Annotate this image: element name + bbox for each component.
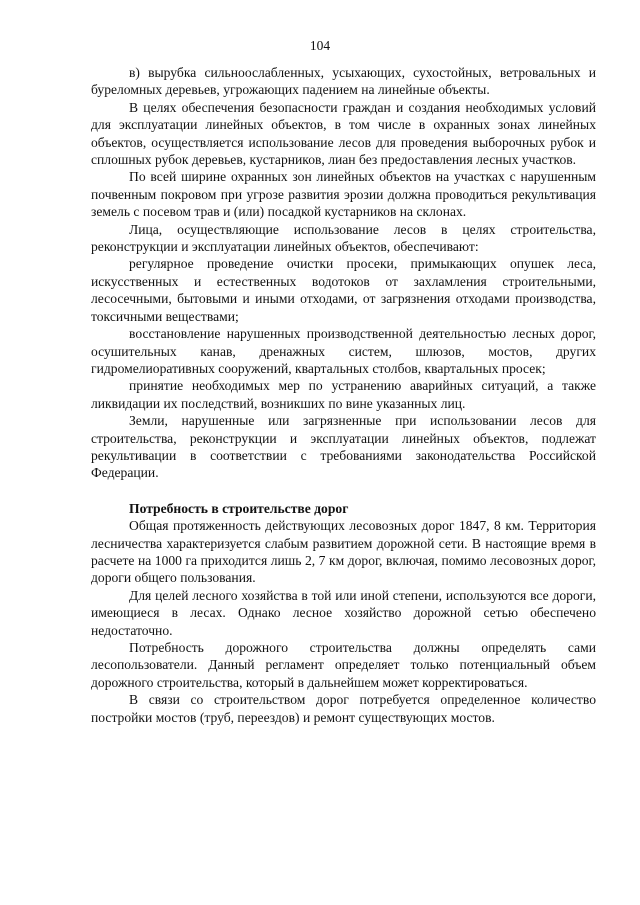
paragraph-land-recultivation: Земли, нарушенные или загрязненные при использовании лесов для строительства, реконструкции и эксплуатации линейных объектов, подлежат рекультивации в соответствии с требованиями законодательства Российской Федерации. [91, 413, 596, 481]
paragraph-recultivation: По всей ширине охранных зон линейных объектов на участках с нарушенным почвенным покровом при угрозе развития эрозии должна проводиться рекультивация земель с посевом трав и (или) посадкой кустарников на склонах. [91, 169, 596, 220]
paragraph-obligation-restoration: восстановление нарушенных производственной деятельностью лесных дорог, осушительных канав, дренажных систем, шлюзов, мостов, других гидромелиоративных сооружений, квартальных столбов, квартальных просек; [91, 326, 596, 376]
document-body [91, 64, 596, 726]
page-number: 104 [309, 38, 331, 53]
paragraph-road-usage: Для целей лесного хозяйства в той или иной степени, используются все дороги, имеющиеся в лесах. Однако лесное хозяйство дорожной сетью обеспечено недостаточно. [91, 587, 596, 638]
paragraph-obligation-cleaning: регулярное проведение очистки просеки, примыкающих опушек леса, искусственных и естественных водотоков от захламления строительными, лесосечными, бытовыми и иными отходами, от загрязнения отходами производства, токсичными веществами; [91, 256, 596, 324]
paragraph-obligation-emergency: принятие необходимых мер по устранению аварийных ситуаций, а также ликвидации их последствий, возникших по вине указанных лиц. [91, 378, 596, 411]
paragraph-safety-felling: В целях обеспечения безопасности граждан и создания необходимых условий для эксплуатации линейных объектов, в том числе в охранных зонах линейных объектов, осуществляется использование лесов для проведения выборочных рубок и сплошных рубок деревьев, кустарников, лиан без предоставления лесных участков. [91, 99, 596, 168]
paragraph-bridges: В связи со строительством дорог потребуется определенное количество постройки мостов (труб, переездов) и ремонт существующих мостов. [91, 692, 596, 725]
paragraph-road-demand: Потребность дорожного строительства должны определять сами лесопользователи. Данный регламент определяет только потенциальный объем дорожного строительства, который в дальнейшем может корректироваться. [91, 640, 596, 690]
paragraph-obligations-intro: Лица, осуществляющие использование лесов в целях строительства, реконструкции и эксплуатации линейных объектов, обеспечивают: [91, 221, 596, 255]
paragraph-road-length: Общая протяженность действующих лесовозных дорог 1847, 8 км. Территория лесничества характеризуется слабым развитием дорожной сети. В настоящие время в расчете на 1000 га приходится лишь 2, 7 км дорог, включая, помимо лесовозных дорог, дороги общего пользования. [91, 518, 596, 586]
paragraph-felling-clause-v: в) вырубка сильноослабленных, усыхающих, сухостойных, ветровальных и буреломных деревьев, угрожающих падением на линейные объекты. [91, 65, 596, 98]
section-heading-road-construction: Потребность в строительстве дорог [129, 500, 349, 516]
